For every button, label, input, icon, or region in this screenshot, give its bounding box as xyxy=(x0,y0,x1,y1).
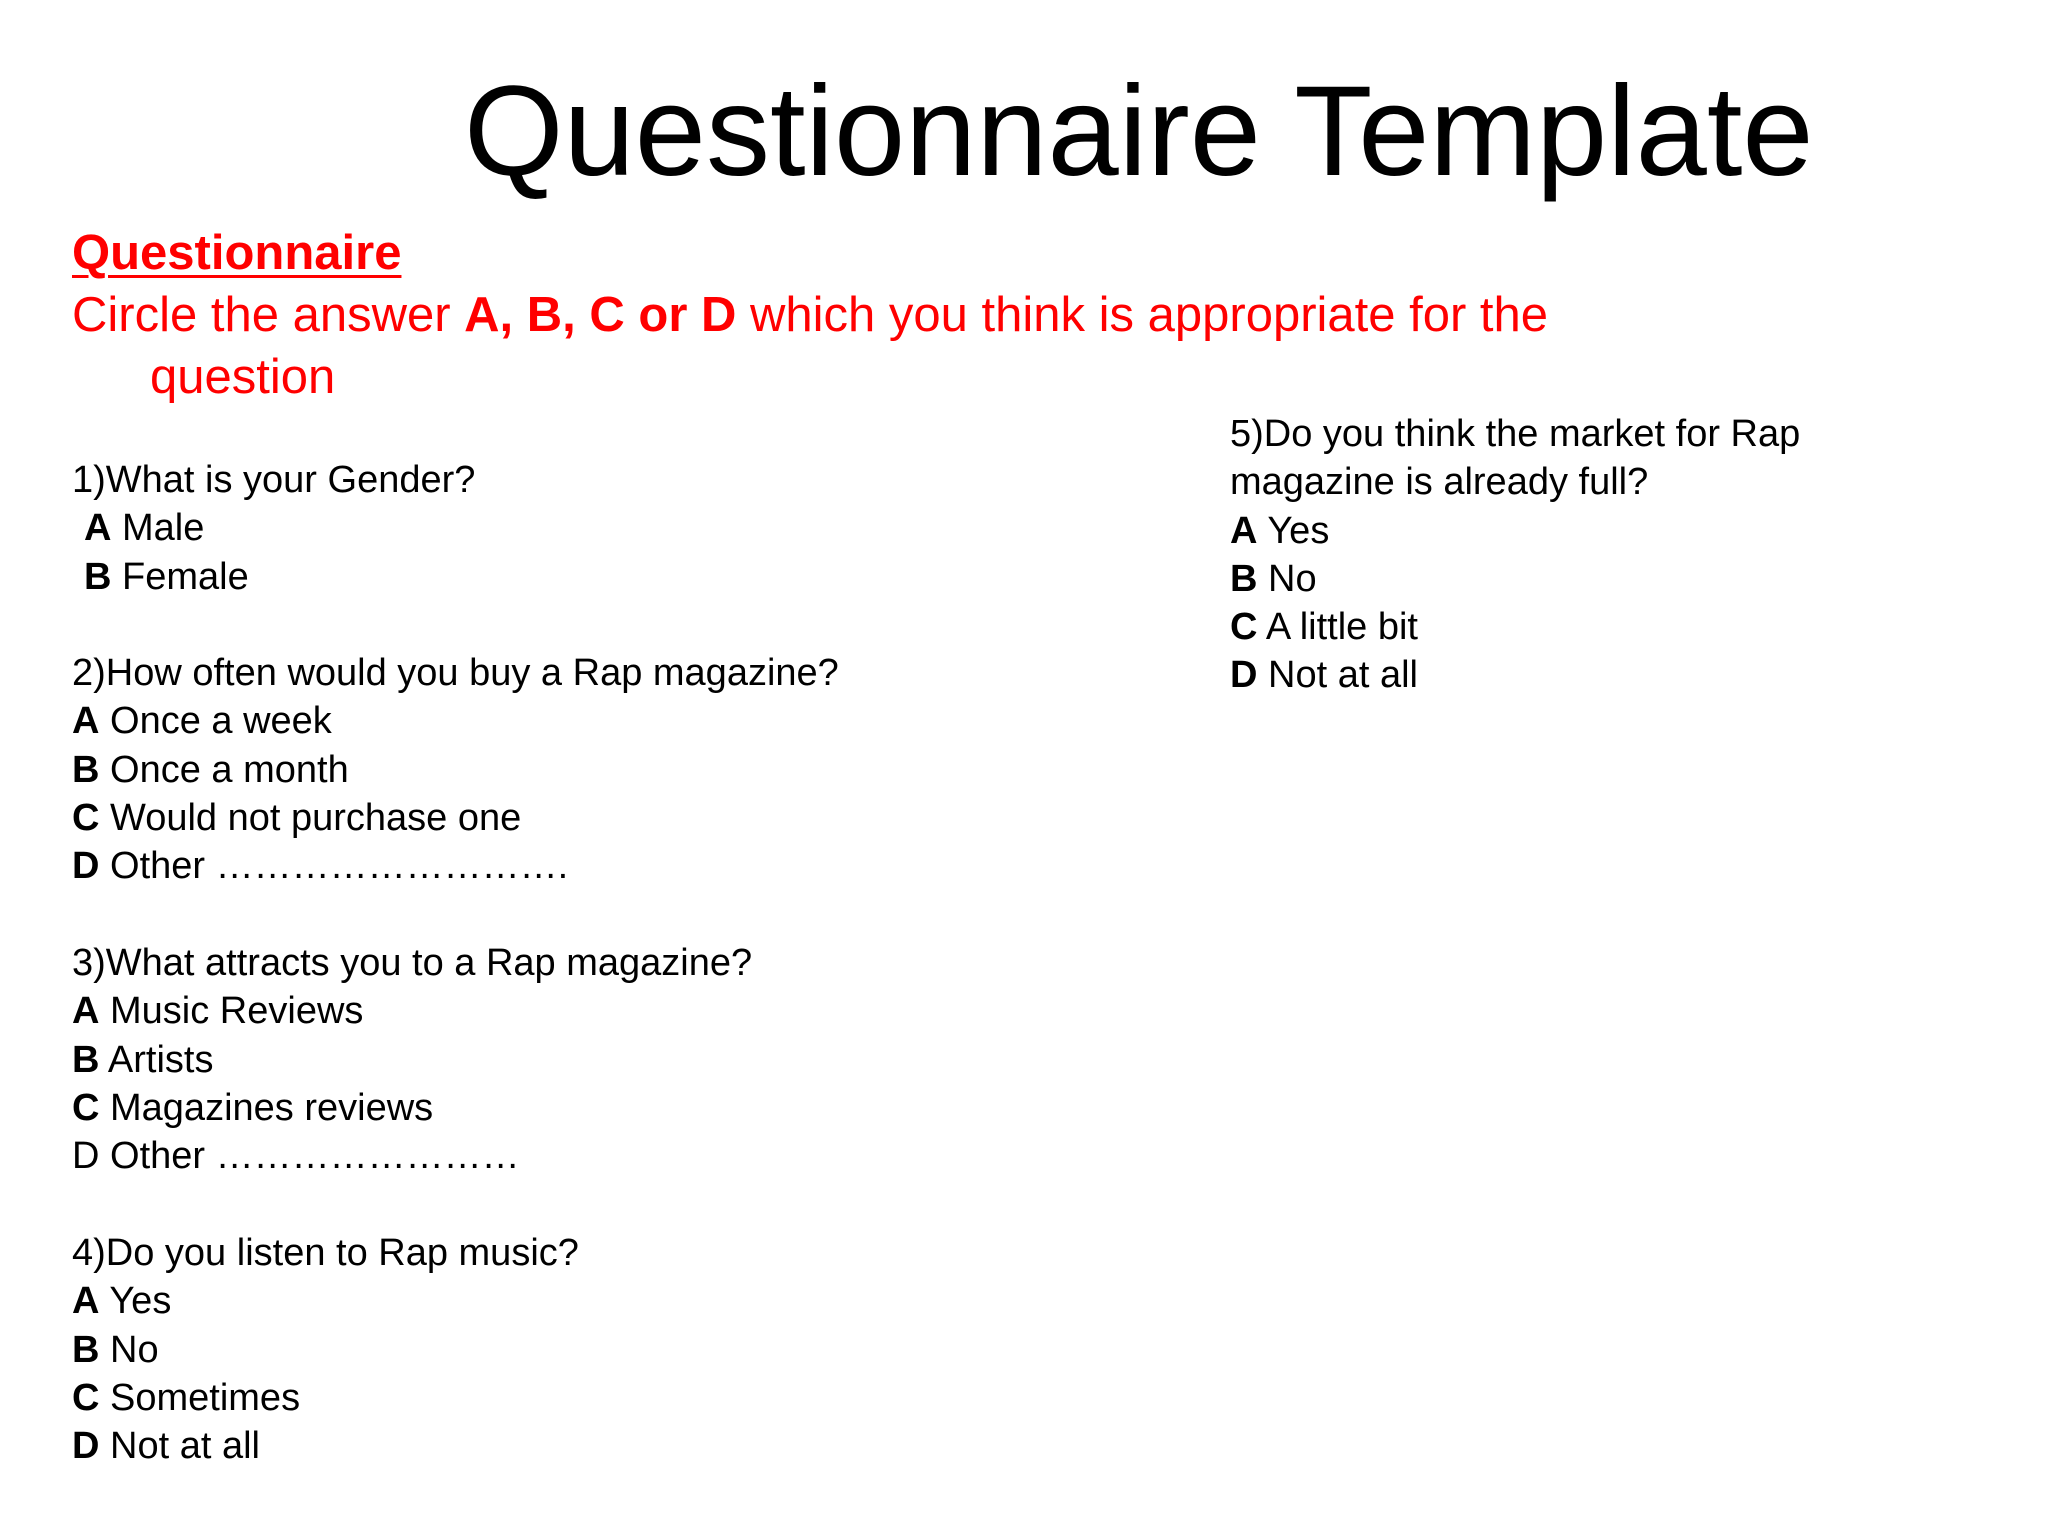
option-text: Music Reviews xyxy=(99,990,364,1033)
instruction-answer-letters: A, B, C or D xyxy=(464,288,737,342)
option-letter: D xyxy=(72,845,100,888)
option-text: No xyxy=(99,1328,159,1371)
option-letter: D xyxy=(1230,654,1258,697)
question-text: 3)What attracts you to a Rap magazine? xyxy=(72,942,753,984)
page-title: Questionnaire Template xyxy=(464,60,1814,203)
option-text: Other …………………… xyxy=(99,1135,520,1178)
option-letter: B xyxy=(72,1038,100,1081)
question-1 xyxy=(72,456,475,601)
answer-option[interactable] xyxy=(72,1277,579,1325)
option-text: Yes xyxy=(1257,509,1330,552)
option-letter: A xyxy=(72,700,100,743)
option-text: Sometimes xyxy=(99,1376,301,1419)
option-letter: B xyxy=(1230,557,1258,600)
instruction-suffix: which you think is appropriate for the xyxy=(736,288,1549,342)
question-text-line-1: 5)Do you think the market for Rap xyxy=(1230,413,1801,455)
answer-option[interactable] xyxy=(72,504,475,552)
option-letter: C xyxy=(72,1376,100,1419)
instruction-line xyxy=(72,284,1772,346)
question-4 xyxy=(72,1229,579,1470)
option-letter: D xyxy=(72,1135,100,1178)
option-text: Male xyxy=(111,507,205,550)
answer-option[interactable] xyxy=(72,1422,579,1470)
option-text: A little bit xyxy=(1257,606,1418,649)
option-text: Yes xyxy=(99,1280,172,1323)
answer-option[interactable] xyxy=(72,1036,752,1084)
answer-option[interactable] xyxy=(72,746,839,794)
question-3 xyxy=(72,939,752,1180)
instructions xyxy=(72,222,1772,408)
option-letter: B xyxy=(72,1328,100,1371)
answer-option[interactable] xyxy=(72,842,839,890)
answer-option[interactable] xyxy=(72,697,839,745)
answer-option[interactable] xyxy=(1230,651,1800,699)
answer-option[interactable] xyxy=(72,794,839,842)
option-letter: D xyxy=(72,1425,100,1468)
option-letter: A xyxy=(72,990,100,1033)
option-letter: B xyxy=(72,748,100,791)
answer-option[interactable] xyxy=(1230,555,1800,603)
answer-option[interactable] xyxy=(72,1132,752,1180)
option-letter: A xyxy=(1230,509,1258,552)
option-letter: C xyxy=(1230,606,1258,649)
question-text: 1)What is your Gender? xyxy=(72,459,476,501)
question-text-line-2: magazine is already full? xyxy=(1230,461,1649,504)
option-text: Not at all xyxy=(99,1425,260,1468)
instruction-continuation: question xyxy=(150,350,336,404)
question-text: 2)How often would you buy a Rap magazine? xyxy=(72,652,839,694)
questionnaire-heading: Questionnaire xyxy=(72,226,402,280)
option-text: Other ………………………. xyxy=(99,845,569,888)
answer-option[interactable] xyxy=(72,1326,579,1374)
instruction-prefix: Circle the answer xyxy=(72,288,465,342)
option-text: Magazines reviews xyxy=(99,1086,434,1129)
answer-option[interactable] xyxy=(72,987,752,1035)
option-letter: C xyxy=(72,1086,100,1129)
option-text: Once a week xyxy=(99,700,332,743)
option-text: Female xyxy=(111,555,249,598)
question-2 xyxy=(72,649,839,890)
answer-option[interactable] xyxy=(1230,507,1800,555)
answer-option[interactable] xyxy=(72,553,475,601)
question-text: 4)Do you listen to Rap music? xyxy=(72,1232,579,1274)
answer-option[interactable] xyxy=(72,1374,579,1422)
question-5 xyxy=(1230,410,1800,700)
answer-option[interactable] xyxy=(1230,603,1800,651)
option-text: Would not purchase one xyxy=(99,796,522,839)
option-text: No xyxy=(1257,557,1317,600)
option-letter: C xyxy=(72,796,100,839)
option-text: Artists xyxy=(99,1038,214,1081)
option-letter: A xyxy=(84,507,112,550)
option-letter: A xyxy=(72,1280,100,1323)
answer-option[interactable] xyxy=(72,1084,752,1132)
option-text: Once a month xyxy=(99,748,349,791)
option-letter: B xyxy=(84,555,112,598)
option-text: Not at all xyxy=(1257,654,1418,697)
